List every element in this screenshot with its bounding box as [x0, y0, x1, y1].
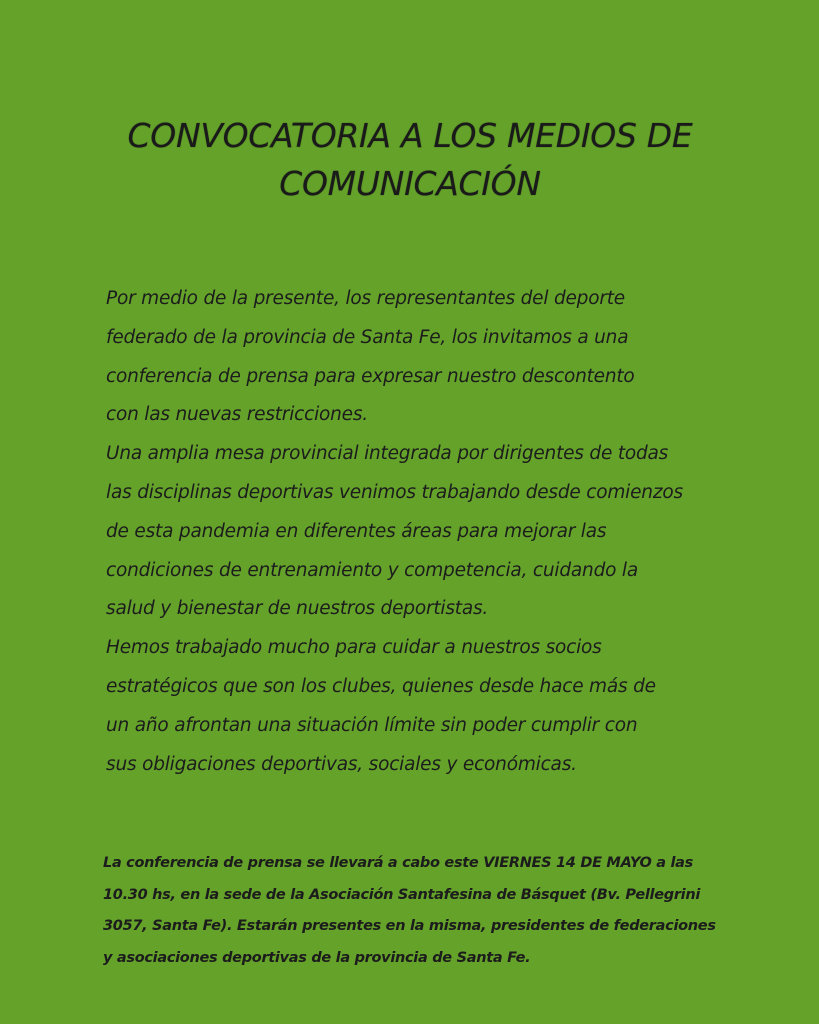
footer-line: 3057, Santa Fe). Estarán presentes en la misma, presidentes de federaciones [103, 918, 716, 934]
title-line-1: CONVOCATORIA A LOS MEDIOS DE [127, 116, 693, 155]
body-line: Una amplia mesa provincial integrada por dirigentes de todas [106, 443, 669, 465]
footer-line: 10.30 hs, en la sede de la Asociación Santafesina de Básquet (Bv. Pellegrini [103, 886, 701, 903]
body-line: un año afrontan una situación límite sin poder cumplir con [106, 714, 638, 736]
body-line: condiciones de entrenamiento y competencia, cuidando la [106, 559, 638, 581]
body-line: conferencia de prensa para expresar nuestro descontento [106, 365, 635, 387]
page-title [60, 112, 760, 208]
body-line: de esta pandemia en diferentes áreas para mejorar las [106, 520, 607, 542]
body-line: salud y bienestar de nuestros deportistas. [106, 598, 489, 620]
footer-line: y asociaciones deportivas de la provincia de Santa Fe. [103, 949, 531, 966]
body-line: Por medio de la presente, los representantes del deporte [106, 288, 625, 309]
footer-line: La conferencia de prensa se llevará a cabo este VIERNES 14 DE MAYO a las [103, 855, 693, 871]
title-line-2: COMUNICACIÓN [279, 164, 541, 203]
footer-text [103, 848, 763, 974]
body-line: sus obligaciones deportivas, sociales y económicas. [106, 753, 577, 775]
body-line: federado de la provincia de Santa Fe, los invitamos a una [106, 326, 629, 348]
body-line: Hemos trabajado mucho para cuidar a nuestros socios [106, 637, 602, 659]
body-line: con las nuevas restricciones. [106, 404, 368, 426]
body-text [106, 280, 746, 784]
body-line: estratégicos que son los clubes, quienes desde hace más de [106, 675, 656, 697]
body-line: las disciplinas deportivas venimos trabajando desde comienzos [106, 481, 683, 503]
